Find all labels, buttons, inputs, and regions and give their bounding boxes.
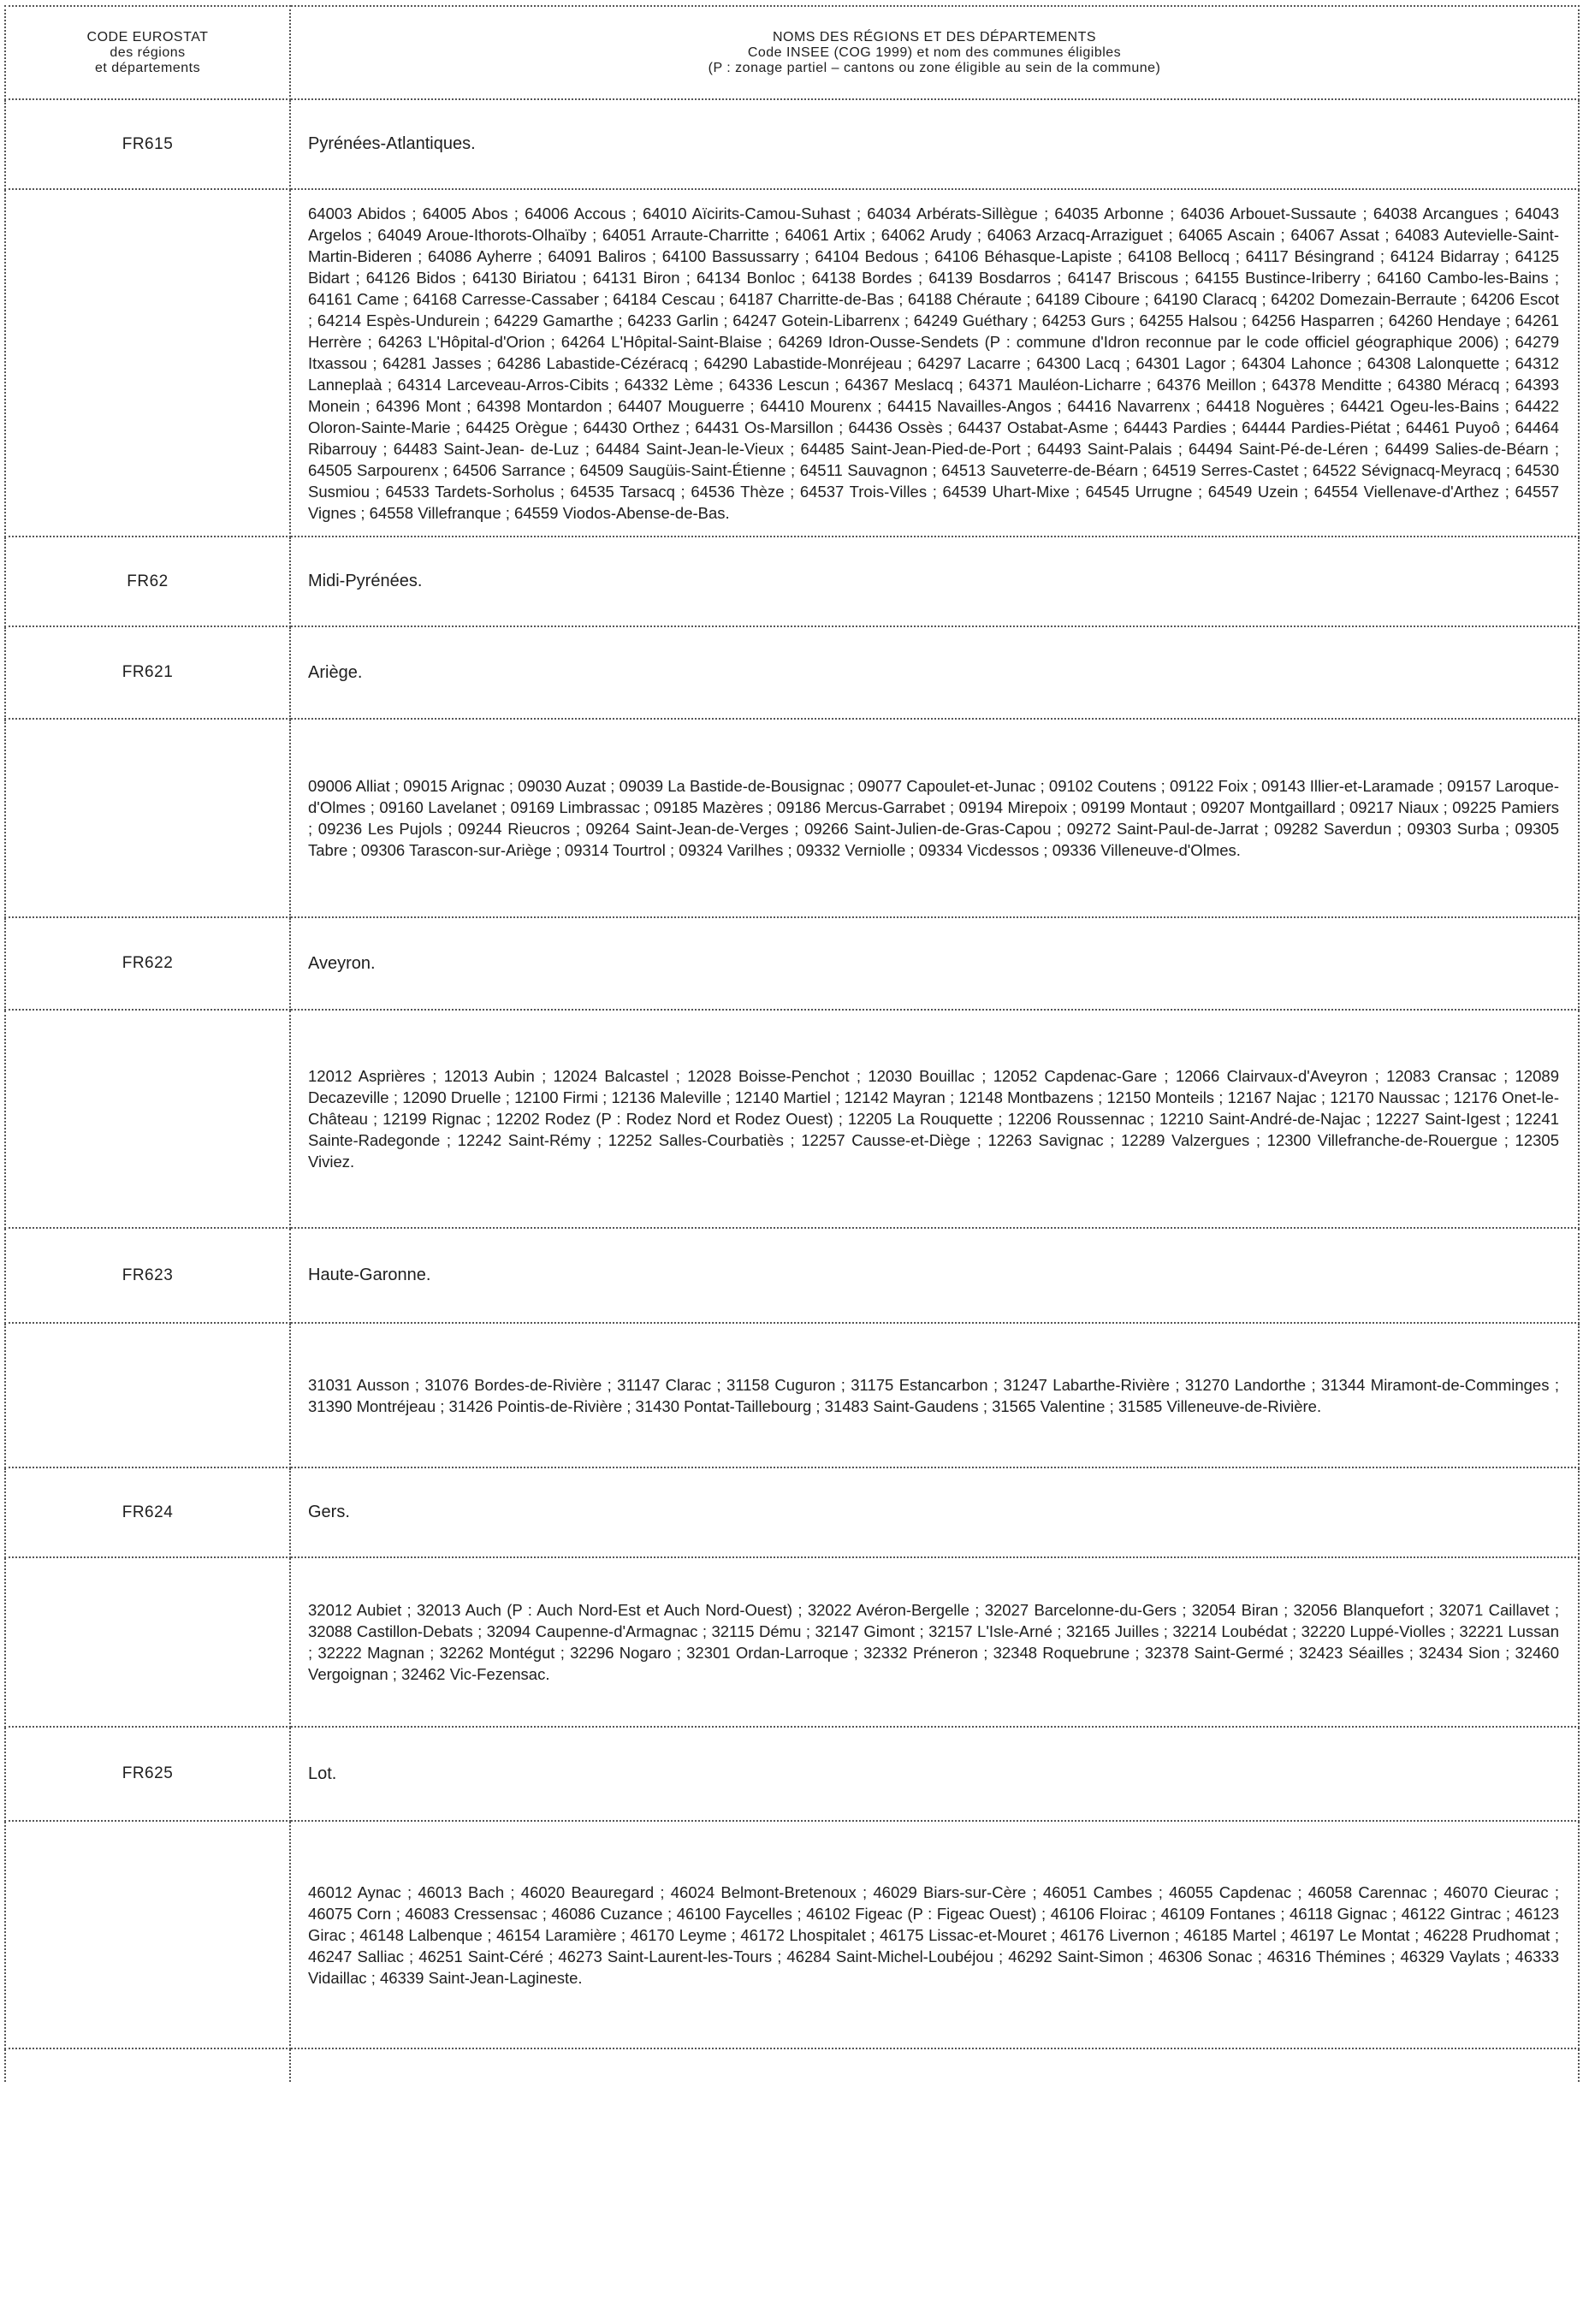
region-code: FR62 bbox=[5, 537, 290, 626]
empty-code-cell bbox=[5, 2048, 290, 2082]
region-code: FR625 bbox=[5, 1727, 290, 1821]
header-names-line: (P : zonage partiel – cantons ou zone éligible au sein de la commune) bbox=[708, 60, 1161, 75]
empty-code-cell bbox=[5, 189, 290, 537]
region-name: Gers. bbox=[290, 1467, 1579, 1557]
region-name: Haute-Garonne. bbox=[290, 1228, 1579, 1323]
region-name: Aveyron. bbox=[290, 917, 1579, 1010]
header-code-line: CODE EUROSTAT bbox=[86, 29, 209, 44]
region-name: Pyrénées-Atlantiques. bbox=[290, 99, 1579, 189]
commune-list-text: 32012 Aubiet ; 32013 Auch (P : Auch Nord-Est et Auch Nord-Ouest) ; 32022 Avéron-Bergelle ; 32027 Barcelonne-du-Gers ; 32054 Biran ; 32056 Blanquefort ; 32071 Caillavet ; 32088 Castillon-Debats ; 32094 Caupenne-d'Armagnac ; 32115 Dému ; 32147 Gimont ; 32157 L'Isle-Arné ; 32165 Juilles ; 32214 Loubédat ; 32220 Luppé-Violles ; 32221 Lussan ; 32222 Magnan ; 32262 Montégut ; 32296 Nogaro ; 32301 Ordan-Larroque ; 32332 Préneron ; 32348 Roquebrune ; 32378 Saint-Germé ; 32423 Séailles ; 32434 Sion ; 32460 Vergoignan ; 32462 Vic-Fezensac. bbox=[308, 1601, 1559, 1683]
commune-list bbox=[290, 189, 1579, 537]
table-row bbox=[5, 99, 1579, 189]
table-row bbox=[5, 1727, 1579, 1821]
commune-list bbox=[290, 1821, 1579, 2048]
region-code: FR623 bbox=[5, 1228, 290, 1323]
region-code: FR621 bbox=[5, 626, 290, 719]
header-names-column bbox=[290, 6, 1579, 99]
table-row bbox=[5, 917, 1579, 1010]
region-name: Ariège. bbox=[290, 626, 1579, 719]
table-row bbox=[5, 537, 1579, 626]
table-row bbox=[5, 189, 1579, 537]
commune-list-text: 64003 Abidos ; 64005 Abos ; 64006 Accous ; 64010 Aïcirits-Camou-Suhast ; 64034 Arbérats-Sillègue ; 64035 Arbonne ; 64036 Arbouet-Sussaute ; 64038 Arcangues ; 64043 Argelos ; 64049 Aroue-Ithorots-Olhaïby ; 64051 Arraute-Charritte ; 64061 Artix ; 64062 Arudy ; 64063 Arzacq-Arraziguet ; 64065 Ascain ; 64067 Assat ; 64083 Autevielle-Saint-Martin-Bideren ; 64086 Ayherre ; 64091 Baliros ; 64100 Bassussarry ; 64104 Bedous ; 64106 Béhasque-Lapiste ; 64108 Bellocq ; 64117 Bésingrand ; 64124 Bidarray ; 64125 Bidart ; 64126 Bidos ; 64130 Biriatou ; 64131 Biron ; 64134 Bonloc ; 64138 Bordes ; 64139 Bosdarros ; 64147 Briscous ; 64155 Bustince-Iriberry ; 64160 Cambo-les-Bains ; 64161 Came ; 64168 Carresse-Cassaber ; 64184 Cescau ; 64187 Charritte-de-Bas ; 64188 Chéraute ; 64189 Ciboure ; 64190 Claracq ; 64202 Domezain-Berraute ; 64206 Escot ; 64214 Espès-Undurein ; 64229 Gamarthe ; 64233 Garlin ; 64247 Gotein-Libarrenx ; 64249 Guéthary ; 64253 Gurs ; 64255 Halsou ; 64256 Hasparren ; 64260 Hendaye ; 64261 Herrère ; 64263 L'Hôpital-d'Orion ; 64264 L'Hôpital-Saint-Blaise ; 64269 Idron-Ousse-Sendets (P : commune d'Idron reconnue par le code officiel géographique 2006) ; 64279 Itxassou ; 64281 Jasses ; 64286 Labastide-Cézéracq ; 64290 Labastide-Monréjeau ; 64297 Lacarre ; 64300 Lacq ; 64301 Lagor ; 64304 Lahonce ; 64308 Lalonquette ; 64312 Lanneplaà ; 64314 Larceveau-Arros-Cibits ; 64332 Lème ; 64336 Lescun ; 64367 Meslacq ; 64371 Mauléon-Licharre ; 64376 Meillon ; 64378 Menditte ; 64380 Méracq ; 64393 Monein ; 64396 Mont ; 64398 Montardon ; 64407 Mouguerre ; 64410 Mourenx ; 64415 Navailles-Angos ; 64416 Navarrenx ; 64418 Noguères ; 64421 Ogeu-les-Bains ; 64422 Oloron-Sainte-Marie ; 64425 Orègue ; 64430 Orthez ; 64431 Os-Marsillon ; 64436 Ossès ; 64437 Ostabat-Asme ; 64443 Pardies ; 64444 Pardies-Piétat ; 64461 Puyoô ; 64464 Ribarrouy ; 64483 Saint-Jean- de-Luz ; 64484 Saint-Jean-le-Vieux ; 64485 Saint-Jean-Pied-de-Port ; 64493 Saint-Palais ; 64494 Saint-Pé-de-Léren ; 64499 Salies-de-Béarn ; 64505 Sarpourenx ; 64506 Sarrance ; 64509 Saugüis-Saint-Étienne ; 64511 Sauvagnon ; 64513 Sauveterre-de-Béarn ; 64519 Serres-Castet ; 64522 Sévignacq-Meyracq ; 64530 Susmiou ; 64533 Tardets-Sorholus ; 64535 Tarsacq ; 64536 Thèze ; 64537 Trois-Villes ; 64539 Uhart-Mixe ; 64545 Urrugne ; 64549 Uzein ; 64554 Viellenave-d'Arthez ; 64557 Vignes ; 64558 Villefranque ; 64559 Viodos-Abense-de-Bas. bbox=[308, 204, 1559, 522]
commune-list-text: 46012 Aynac ; 46013 Bach ; 46020 Beauregard ; 46024 Belmont-Bretenoux ; 46029 Biars-sur-Cère ; 46051 Cambes ; 46055 Capdenac ; 46058 Carennac ; 46070 Cieurac ; 46075 Corn ; 46083 Cressensac ; 46086 Cuzance ; 46100 Faycelles ; 46102 Figeac (P : Figeac Ouest) ; 46106 Floirac ; 46109 Fontanes ; 46118 Gignac ; 46122 Gintrac ; 46123 Girac ; 46148 Lalbenque ; 46154 Laramière ; 46170 Leyme ; 46172 Lhospitalet ; 46175 Lissac-et-Mouret ; 46176 Livernon ; 46185 Martel ; 46197 Le Montat ; 46228 Prudhomat ; 46247 Salliac ; 46251 Saint-Céré ; 46273 Saint-Laurent-les-Tours ; 46284 Saint-Michel-Loubéjou ; 46292 Saint-Simon ; 46306 Sonac ; 46316 Thémines ; 46329 Vaylats ; 46333 Vidaillac ; 46339 Saint-Jean-Lagineste. bbox=[308, 1882, 1559, 1987]
table-row bbox=[5, 1010, 1579, 1228]
header-names-line: NOMS DES RÉGIONS ET DES DÉPARTEMENTS bbox=[772, 29, 1097, 44]
table-row bbox=[5, 1467, 1579, 1557]
commune-list bbox=[290, 719, 1579, 917]
eligibility-table bbox=[4, 5, 1580, 2082]
commune-list-text: 09006 Alliat ; 09015 Arignac ; 09030 Auzat ; 09039 La Bastide-de-Bousignac ; 09077 Capoulet-et-Junac ; 09102 Coutens ; 09122 Foix ; 09143 Illier-et-Laramade ; 09157 Laroque-d'Olmes ; 09160 Lavelanet ; 09169 Limbrassac ; 09185 Mazères ; 09186 Mercus-Garrabet ; 09194 Mirepoix ; 09199 Montaut ; 09207 Montgaillard ; 09217 Niaux ; 09225 Pamiers ; 09236 Les Pujols ; 09244 Rieucros ; 09264 Saint-Jean-de-Verges ; 09266 Saint-Julien-de-Gras-Capou ; 09272 Saint-Paul-de-Jarrat ; 09282 Saverdun ; 09303 Surba ; 09305 Tabre ; 09306 Tarascon-sur-Ariège ; 09314 Tourtrol ; 09324 Varilhes ; 09332 Verniolle ; 09334 Vicdessos ; 09336 Villeneuve-d'Olmes. bbox=[308, 777, 1559, 859]
commune-list-text: 12012 Asprières ; 12013 Aubin ; 12024 Balcastel ; 12028 Boisse-Penchot ; 12030 Bouillac ; 12052 Capdenac-Gare ; 12066 Clairvaux-d'Aveyron ; 12083 Cransac ; 12089 Decazeville ; 12090 Druelle ; 12100 Firmi ; 12136 Maleville ; 12140 Martiel ; 12142 Mayran ; 12148 Montbazens ; 12150 Monteils ; 12167 Najac ; 12170 Naussac ; 12176 Onet-le-Château ; 12199 Rignac ; 12202 Rodez (P : Rodez Nord et Rodez Ouest) ; 12205 La Rouquette ; 12206 Roussennac ; 12210 Saint-André-de-Najac ; 12227 Saint-Igest ; 12241 Sainte-Radegonde ; 12242 Saint-Rémy ; 12252 Salles-Courbatiès ; 12257 Causse-et-Diège ; 12263 Savignac ; 12289 Valzergues ; 12300 Villefranche-de-Rouergue ; 12305 Viviez. bbox=[308, 1067, 1559, 1171]
empty-code-cell bbox=[5, 1323, 290, 1467]
commune-list bbox=[290, 1010, 1579, 1228]
header-code-column bbox=[5, 6, 290, 99]
table-row-continued bbox=[5, 2048, 1579, 2082]
commune-list-text: 31031 Ausson ; 31076 Bordes-de-Rivière ; 31147 Clarac ; 31158 Cuguron ; 31175 Estancarbon ; 31247 Labarthe-Rivière ; 31270 Landorthe ; 31344 Miramont-de-Comminges ; 31390 Montréjeau ; 31426 Pointis-de-Rivière ; 31430 Pontat-Taillebourg ; 31483 Saint-Gaudens ; 31565 Valentine ; 31585 Villeneuve-de-Rivière. bbox=[308, 1375, 1559, 1415]
header-names-line: Code INSEE (COG 1999) et nom des communes éligibles bbox=[747, 44, 1122, 60]
table-row bbox=[5, 1557, 1579, 1727]
empty-name-cell bbox=[290, 2048, 1579, 2082]
header-code-line: et départements bbox=[94, 60, 201, 75]
table-row bbox=[5, 1821, 1579, 2048]
empty-code-cell bbox=[5, 1010, 290, 1228]
empty-code-cell bbox=[5, 1557, 290, 1727]
header-code-line: des régions bbox=[110, 44, 186, 60]
region-code: FR624 bbox=[5, 1467, 290, 1557]
table-row bbox=[5, 1323, 1579, 1467]
commune-list bbox=[290, 1323, 1579, 1467]
table-row bbox=[5, 719, 1579, 917]
region-code: FR615 bbox=[5, 99, 290, 189]
region-name: Lot. bbox=[290, 1727, 1579, 1821]
region-name: Midi-Pyrénées. bbox=[290, 537, 1579, 626]
table-header bbox=[5, 6, 1579, 99]
region-code: FR622 bbox=[5, 917, 290, 1010]
table-row bbox=[5, 626, 1579, 719]
commune-list bbox=[290, 1557, 1579, 1727]
empty-code-cell bbox=[5, 719, 290, 917]
table-row bbox=[5, 1228, 1579, 1323]
empty-code-cell bbox=[5, 1821, 290, 2048]
